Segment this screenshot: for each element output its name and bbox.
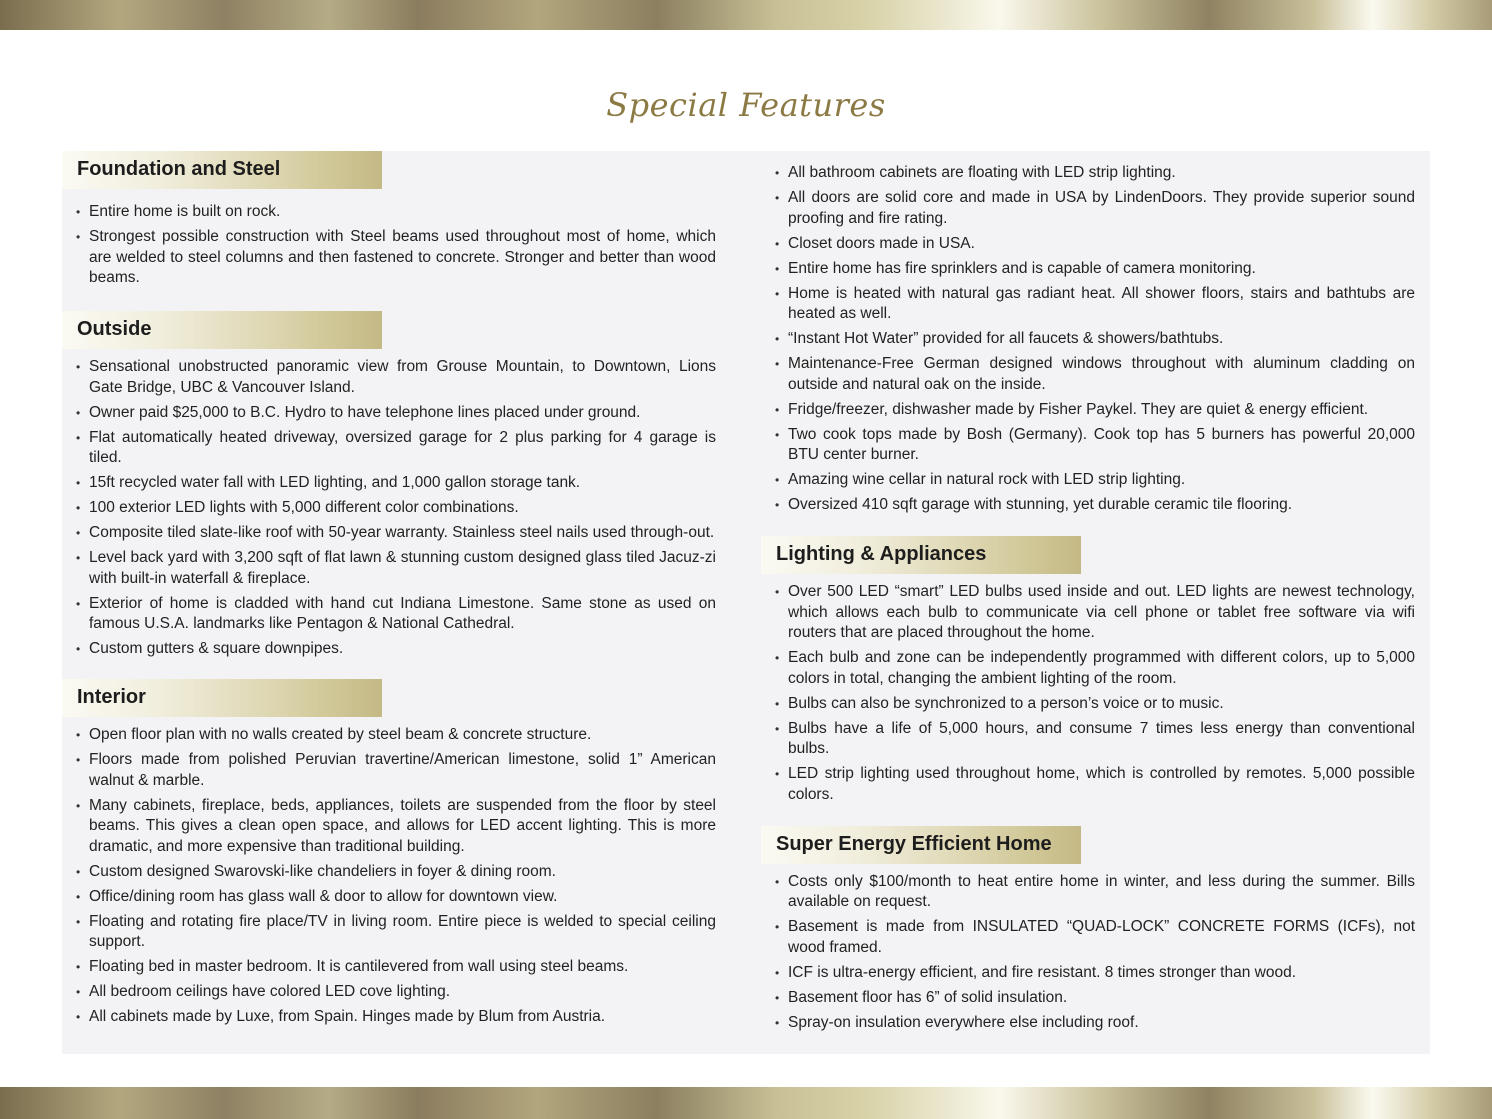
- list-foundation: [62, 202, 722, 289]
- list-item: • Level back yard with 3,200 sqft of flat lawn & stunning custom designed glass tiled Jacuz-zi with built-in waterfall & fireplace.: [62, 548, 722, 589]
- list-item: • Floors made from polished Peruvian travertine/American limestone, solid 1” American walnut & marble.: [62, 750, 722, 791]
- list-item: • Fridge/freezer, dishwasher made by Fisher Paykel. They are quiet & energy efficient.: [761, 400, 1421, 421]
- list-item: • Floating bed in master bedroom. It is cantilevered from wall using steel beams.: [62, 957, 722, 978]
- list-item: • Bulbs can also be synchronized to a person’s voice or to music.: [761, 694, 1421, 715]
- list-item: • Floating and rotating fire place/TV in living room. Entire piece is welded to special ceiling support.: [62, 912, 722, 953]
- list-item: • Basement floor has 6” of solid insulation.: [761, 988, 1421, 1009]
- list-item: • Office/dining room has glass wall & door to allow for downtown view.: [62, 887, 722, 908]
- list-item: • Entire home has fire sprinklers and is capable of camera monitoring.: [761, 259, 1421, 280]
- list-item: • Bulbs have a life of 5,000 hours, and consume 7 times less energy than conventional bulbs.: [761, 719, 1421, 760]
- list-item: • Flat automatically heated driveway, oversized garage for 2 plus parking for 4 garage is tiled.: [62, 428, 722, 469]
- list-item: • Closet doors made in USA.: [761, 234, 1421, 255]
- left-column: [62, 151, 722, 1032]
- list-item: • Over 500 LED “smart” LED bulbs used inside and out. LED lights are newest technology, which allows each bulb to communicate via cell phone or tablet free software via wifi routers that are placed throughout the home.: [761, 582, 1421, 644]
- list-item: • ICF is ultra-energy efficient, and fire resistant. 8 times stronger than wood.: [761, 963, 1421, 984]
- list-item: • Strongest possible construction with Steel beams used throughout most of home, which are welded to steel columns and then fastened to concrete. Stronger and better than wood beams.: [62, 227, 722, 289]
- list-item: • All bathroom cabinets are floating with LED strip lighting.: [761, 163, 1421, 184]
- section-heading-energy: Super Energy Efficient Home: [761, 826, 1081, 864]
- list-item: • Amazing wine cellar in natural rock with LED strip lighting.: [761, 470, 1421, 491]
- list-lighting: [761, 582, 1421, 805]
- list-item: • Oversized 410 sqft garage with stunning, yet durable ceramic tile flooring.: [761, 495, 1421, 516]
- section-heading-foundation: Foundation and Steel: [62, 151, 382, 189]
- bottom-gold-border: [0, 1087, 1492, 1119]
- features-panel: [62, 151, 1430, 1054]
- list-item: • Custom designed Swarovski-like chandeliers in foyer & dining room.: [62, 862, 722, 883]
- list-item: • Maintenance-Free German designed windows throughout with aluminum cladding on outside and natural oak on the inside.: [761, 354, 1421, 395]
- list-item: • Home is heated with natural gas radiant heat. All shower floors, stairs and bathtubs are heated as well.: [761, 284, 1421, 325]
- page-title: Special Features: [606, 86, 886, 124]
- list-item: • Costs only $100/month to heat entire home in winter, and less during the summer. Bills available on request.: [761, 872, 1421, 913]
- list-item: • All cabinets made by Luxe, from Spain. Hinges made by Blum from Austria.: [62, 1007, 722, 1028]
- list-item: • Each bulb and zone can be independently programmed with different colors, up to 5,000 colors in total, changing the ambient lighting of the room.: [761, 648, 1421, 689]
- list-item: • Many cabinets, fireplace, beds, appliances, toilets are suspended from the floor by steel beams. This gives a clean open space, and allows for LED accent lighting. This is more dramatic, and more expensive than traditional building.: [62, 796, 722, 858]
- list-item: • Exterior of home is cladded with hand cut Indiana Limestone. Same stone as used on famous U.S.A. landmarks like Pentagon & National Cathedral.: [62, 594, 722, 635]
- list-interior: [62, 725, 722, 1028]
- list-item: • 15ft recycled water fall with LED lighting, and 1,000 gallon storage tank.: [62, 473, 722, 494]
- right-column: [761, 151, 1421, 1038]
- section-heading-interior: Interior: [62, 679, 382, 717]
- section-heading-lighting: Lighting & Appliances: [761, 536, 1081, 574]
- list-item: • Entire home is built on rock.: [62, 202, 722, 223]
- list-item: • Two cook tops made by Bosh (Germany). Cook top has 5 burners has powerful 20,000 BTU center burner.: [761, 425, 1421, 466]
- list-item: • Composite tiled slate-like roof with 50-year warranty. Stainless steel nails used through-out.: [62, 523, 722, 544]
- list-item: • Basement is made from INSULATED “QUAD-LOCK” CONCRETE FORMS (ICFs), not wood framed.: [761, 917, 1421, 958]
- list-item: • All doors are solid core and made in USA by LindenDoors. They provide superior sound proofing and fire rating.: [761, 188, 1421, 229]
- top-gold-border: [0, 0, 1492, 30]
- section-heading-outside: Outside: [62, 311, 382, 349]
- list-item: • LED strip lighting used throughout home, which is controlled by remotes. 5,000 possible colors.: [761, 764, 1421, 805]
- list-energy: [761, 872, 1421, 1034]
- list-item: • All bedroom ceilings have colored LED cove lighting.: [62, 982, 722, 1003]
- list-item: • “Instant Hot Water” provided for all faucets & showers/bathtubs.: [761, 329, 1421, 350]
- list-item: • Open floor plan with no walls created by steel beam & concrete structure.: [62, 725, 722, 746]
- list-item: • Sensational unobstructed panoramic view from Grouse Mountain, to Downtown, Lions Gate Bridge, UBC & Vancouver Island.: [62, 357, 722, 398]
- list-item: • Spray-on insulation everywhere else including roof.: [761, 1013, 1421, 1034]
- list-outside: [62, 357, 722, 660]
- list-item: • 100 exterior LED lights with 5,000 different color combinations.: [62, 498, 722, 519]
- list-interior-continued: [761, 163, 1421, 516]
- list-item: • Owner paid $25,000 to B.C. Hydro to have telephone lines placed under ground.: [62, 403, 722, 424]
- list-item: • Custom gutters & square downpipes.: [62, 639, 722, 660]
